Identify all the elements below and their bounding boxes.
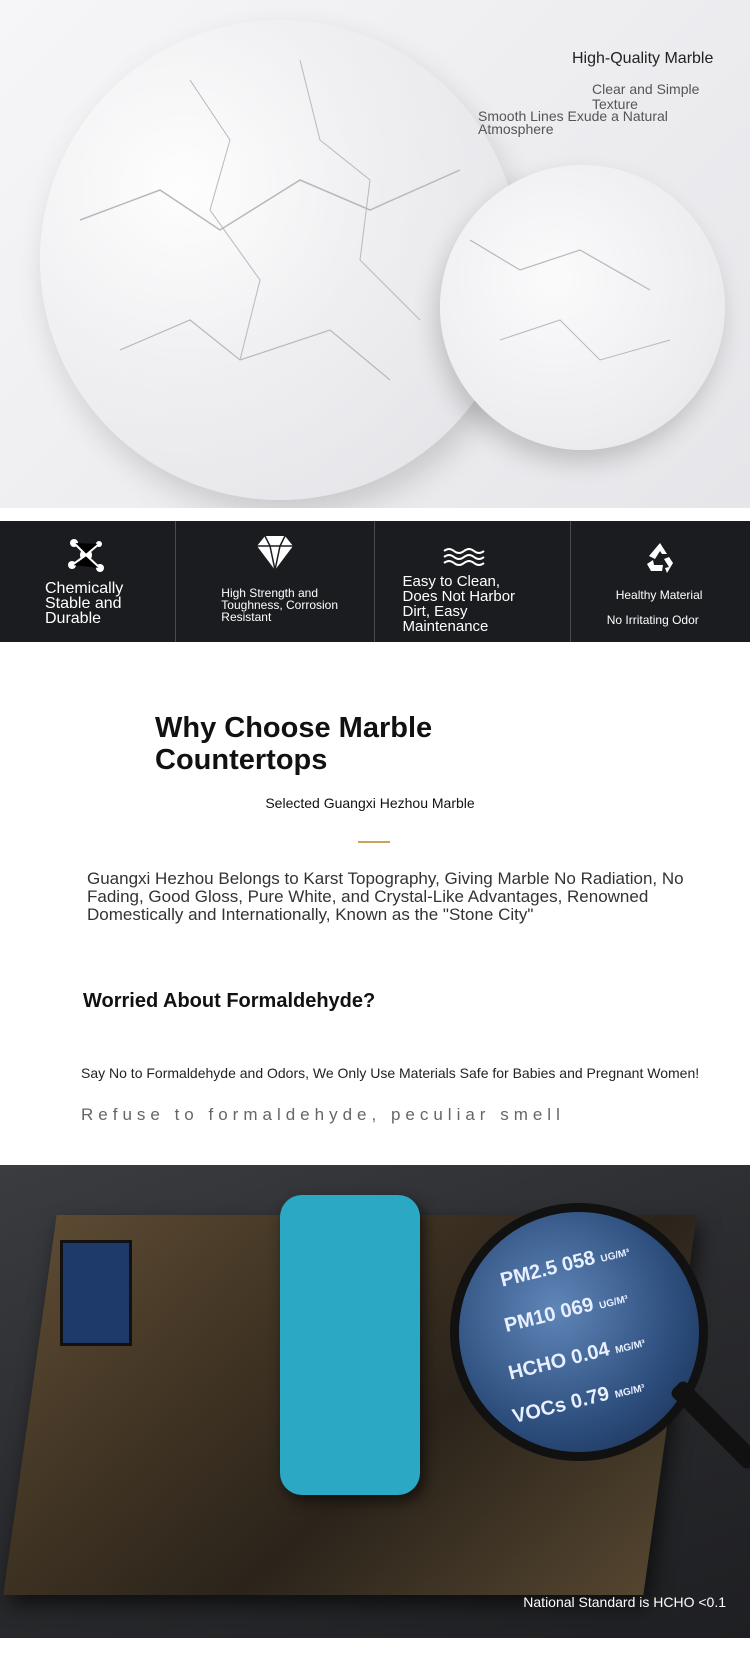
- feature-healthy-material: [571, 521, 750, 642]
- recycle-icon: [642, 540, 678, 576]
- hero-subtitle-secondary: Smooth Lines Exude a Natural Atmosphere: [478, 108, 668, 137]
- feature-easy-to-clean: [375, 521, 571, 642]
- feature-label: Healthy Material: [615, 588, 703, 602]
- formaldehyde-tagline: Refuse to formaldehyde, peculiar smell: [81, 1105, 565, 1124]
- section-title: Why Choose Marble Countertops: [155, 712, 433, 776]
- feature-label: Easy to Clean, Does Not Harbor Dirt, Easy Maintenance: [402, 573, 516, 635]
- formaldehyde-statement: Say No to Formaldehyde and Odors, We Only Use Materials Safe for Babies and Pregnant Women!: [81, 1065, 700, 1081]
- reading-row: PM10 069 UG/M³: [502, 1293, 630, 1337]
- hero-subtitle: Clear and Simple Texture: [592, 81, 700, 112]
- diamond-icon: [255, 534, 295, 572]
- feature-label: High Strength and Toughness, Corrosion Resistant: [221, 586, 339, 624]
- reading-row: VOCs 0.79 MG/M³: [510, 1382, 647, 1429]
- waves-icon: [443, 547, 485, 567]
- section-subtitle: Selected Guangxi Hezhou Marble: [265, 795, 475, 811]
- section-description: Guangxi Hezhou Belongs to Karst Topography, Giving Marble No Radiation, No Fading, Good Gloss, Pure White, and Crystal-Like Advantages, Renowned Domestically and Internationally, Known as the "Stone City": [87, 869, 684, 924]
- feature-label-secondary: No Irritating Odor: [606, 613, 699, 627]
- formaldehyde-heading: Worried About Formaldehyde?: [83, 990, 376, 1012]
- air-quality-photo: [0, 1165, 750, 1638]
- feature-high-strength: [176, 521, 374, 642]
- features-bar: [0, 521, 750, 642]
- feature-label: Chemically Stable and Durable: [45, 580, 124, 627]
- reading-row: PM2.5 058 UG/M³: [498, 1246, 631, 1292]
- hero-title: High-Quality Marble: [572, 50, 714, 67]
- national-standard-note: National Standard is HCHO <0.1: [523, 1594, 726, 1610]
- molecule-icon: [66, 535, 106, 575]
- feature-chemically-stable: [0, 521, 176, 642]
- reading-row: HCHO 0.04 MG/M³: [506, 1338, 647, 1385]
- air-quality-detector: [280, 1195, 420, 1495]
- hero-image: [0, 0, 750, 508]
- divider: [358, 841, 390, 843]
- detector-screen: [60, 1240, 132, 1346]
- magnifying-glass-icon: [450, 1203, 708, 1461]
- magnifier-handle: [669, 1379, 750, 1471]
